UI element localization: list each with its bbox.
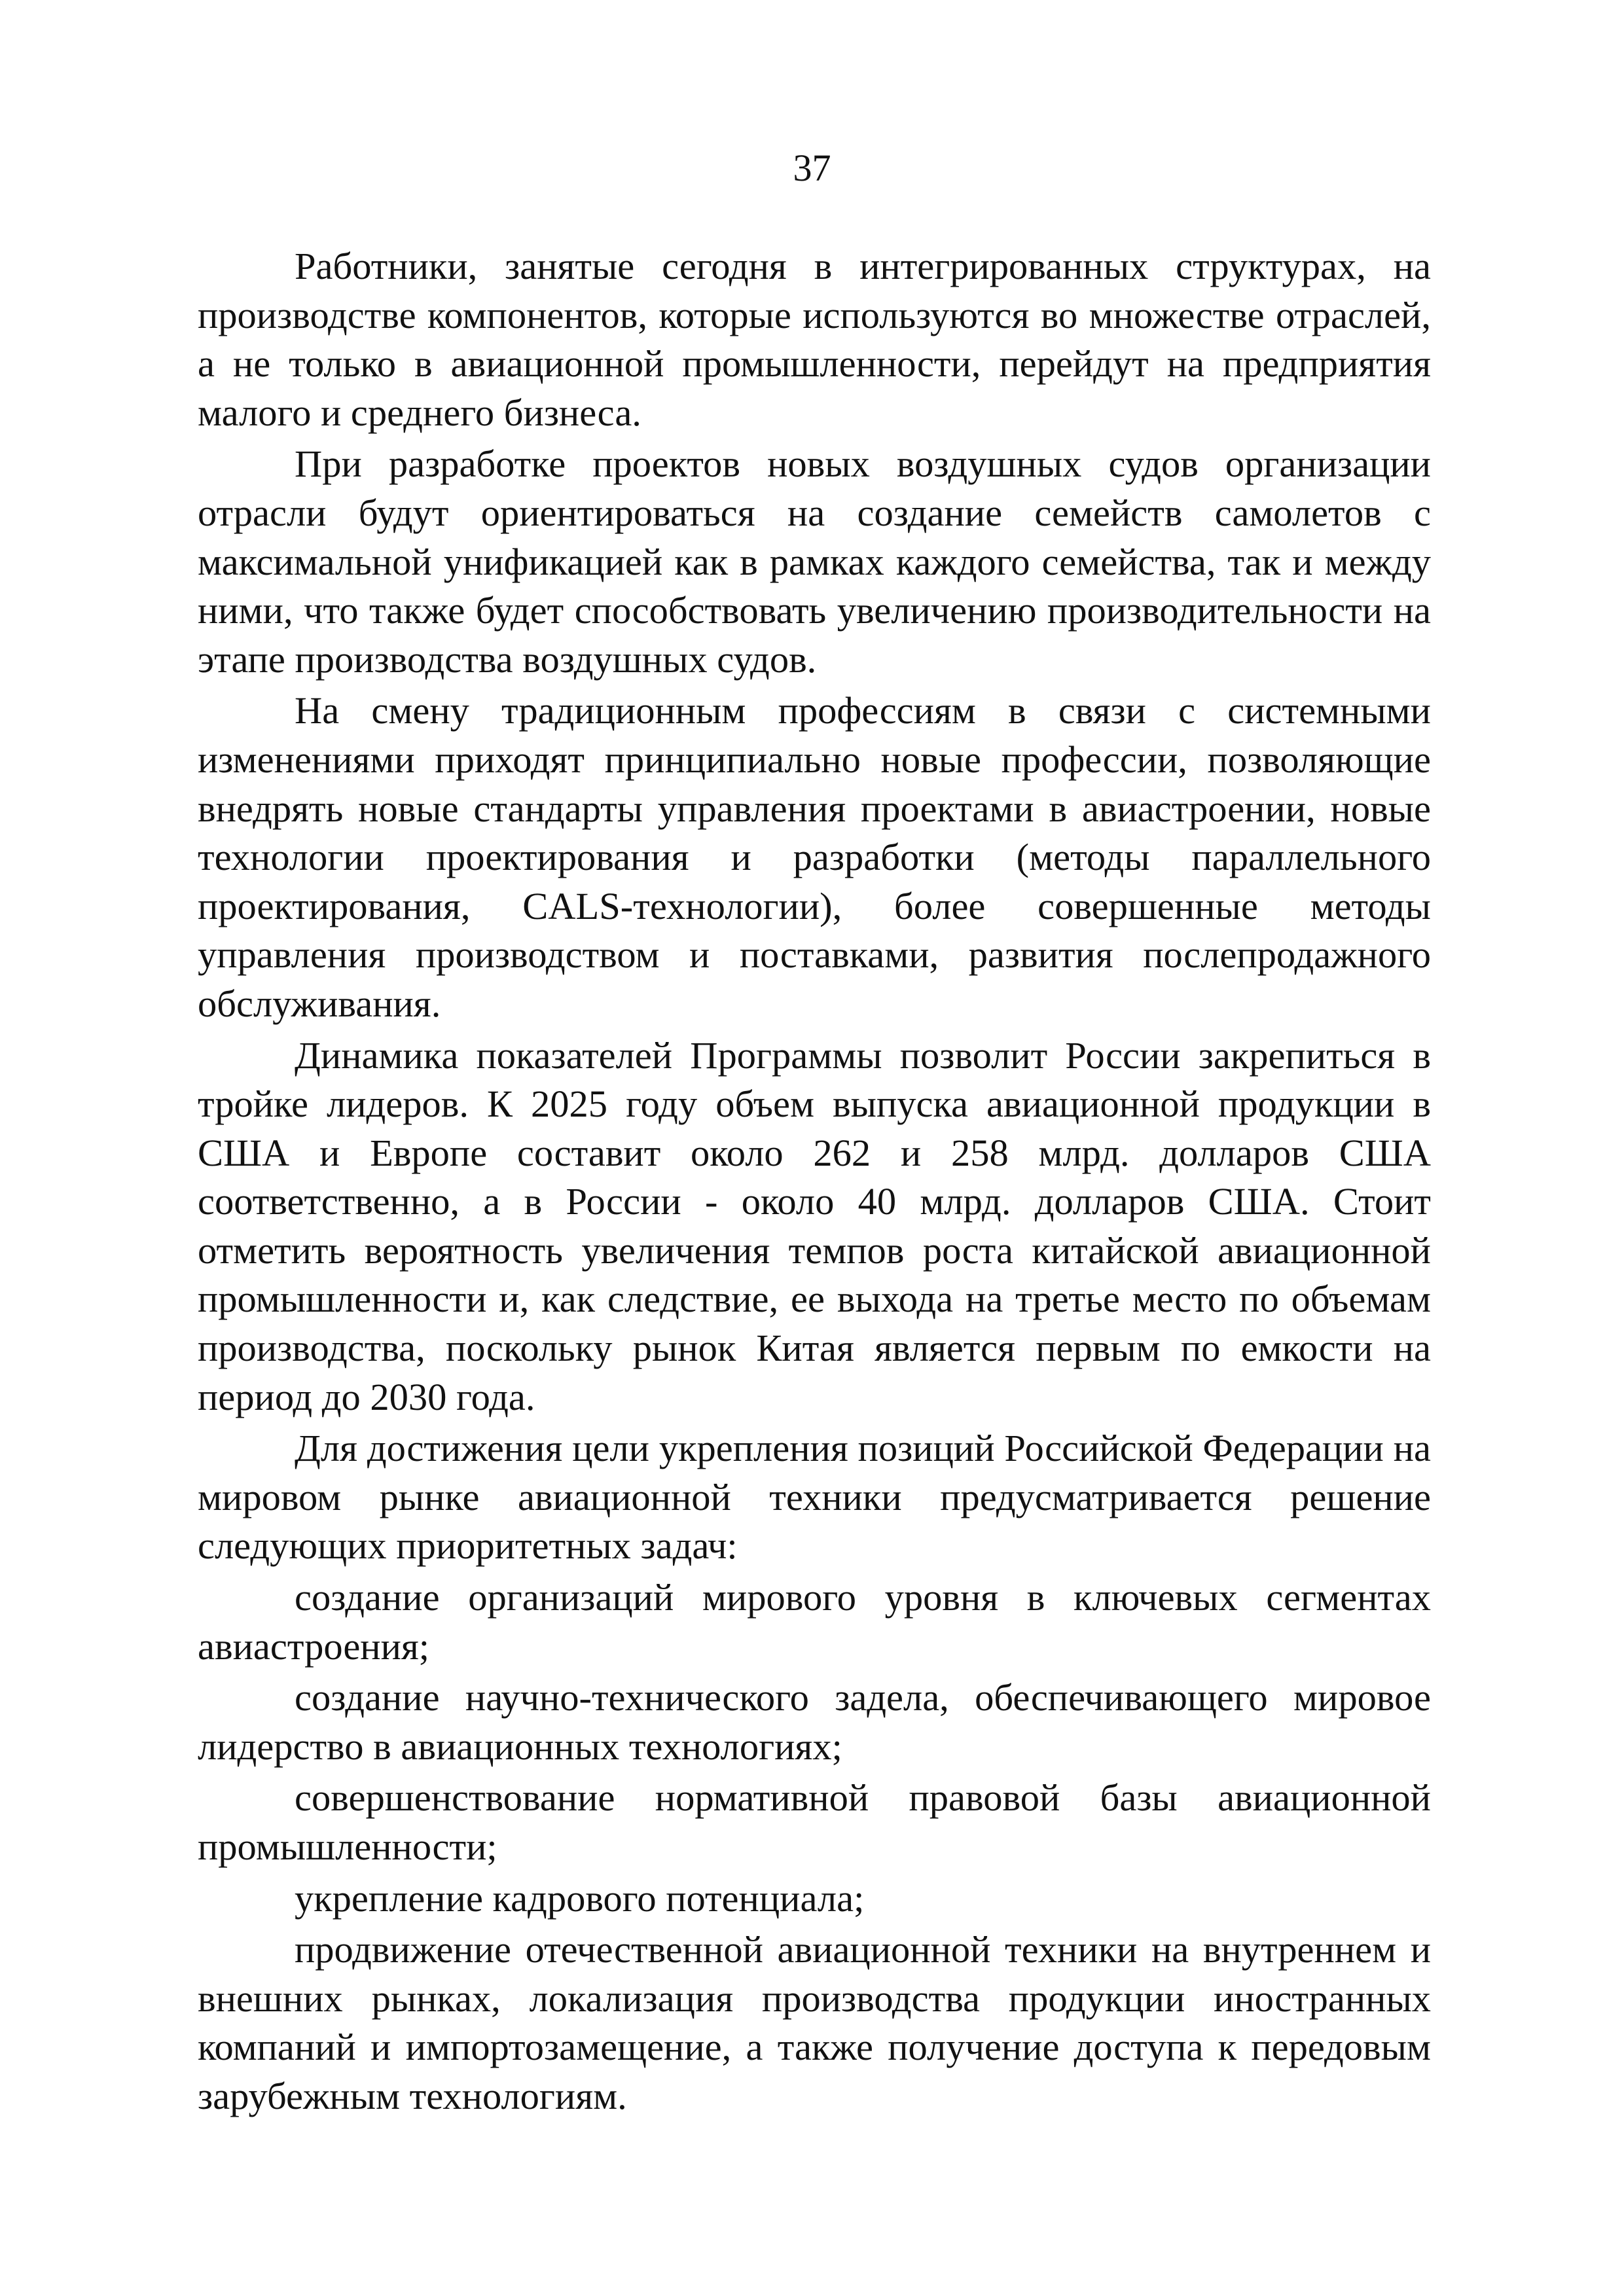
list-item-world-class-organizations: создание организаций мирового уровня в ключевых сегментах авиастроения; [198,1576,1431,1668]
list-item-regulatory-framework: совершенствование нормативной правовой базы авиационной промышленности; [198,1776,1431,1868]
paragraph-workers: Работники, занятые сегодня в интегрированных структурах, на производстве компонентов, которые используются во множестве отраслей, а не только в авиационной промышленности, перейдут на предприятия малого и среднего бизнеса. [198,245,1431,434]
page-number: 37 [793,147,831,189]
paragraph-priority-tasks-intro: Для достижения цели укрепления позиций Российской Федерации на мировом рынке авиационной техники предусматривается решение следующих приоритетных задач: [198,1427,1431,1568]
document-body [198,242,1431,2121]
list-item-personnel-potential: укрепление кадрового потенциала; [295,1876,865,1920]
list-item-market-promotion: продвижение отечественной авиационной техники на внутреннем и внешних рынках, локализация производства продукции иностранных компаний и импортозамещение, а также получение доступа к передовым зарубежным технологиям. [198,1928,1431,2117]
paragraph-aircraft-families: При разработке проектов новых воздушных судов организации отрасли будут ориентироваться на создание семейств самолетов с максимальной унификацией как в рамках каждого семейства, так и между ними, что также будет способствовать увеличению производительности на этапе производства воздушных судов. [198,442,1431,681]
paragraph-new-professions: На смену традиционным профессиям в связи с системными изменениями приходят принципиально новые профессии, позволяющие внедрять новые стандарты управления проектами в авиастроении, новые технологии проектирования и разработки (методы параллельного проектирования, CALS-технологии), более совершенные методы управления производством и поставками, развития послепродажного обслуживания. [198,689,1431,1025]
paragraph-program-dynamics: Динамика показателей Программы позволит России закрепиться в тройке лидеров. К 2025 году объем выпуска авиационной продукции в США и Европе составит около 262 и 258 млрд. долларов США соответственно, а в России - около 40 млрд. долларов США. Стоит отметить вероятность увеличения темпов роста китайской авиационной промышленности и, как следствие, ее выхода на третье место по объемам производства, поскольку рынок Китая является первым по емкости на период до 2030 года. [198,1033,1431,1418]
list-item-scientific-groundwork: создание научно-технического задела, обеспечивающего мировое лидерство в авиационных технологиях; [198,1676,1431,1768]
